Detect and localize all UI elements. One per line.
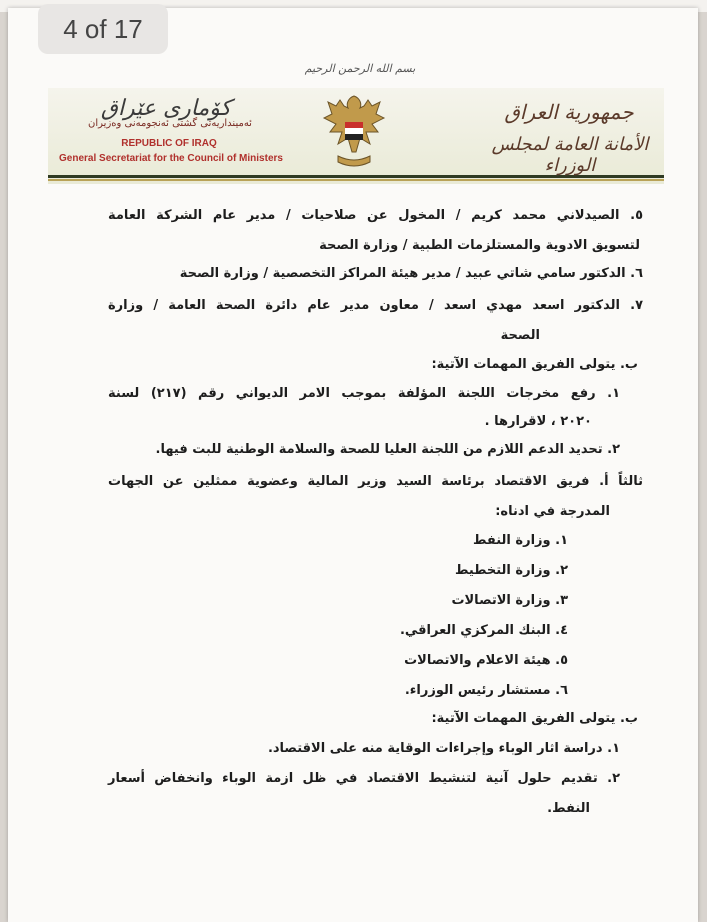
body-line-19: ١. دراسة اثار الوباء وإجراءات الوقاية منه على الاقتصاد. [267,741,620,756]
body-line-2: لتسويق الادوية والمستلزمات الطبية / وزارة الصحة [319,238,640,253]
body-line-3: ٦. الدكتور سامي شاتي عبيد / مدير هيئة المراكز التخصصية / وزارة الصحة [179,266,643,281]
body-line-16: ٥. هيئة الاعلام والاتصالات [404,653,568,668]
body-line-5: الصحة [500,328,540,343]
english-secretariat-name: General Secretariat for the Council of Ministers [59,153,283,164]
body-line-12: ١. وزارة النفط [472,533,568,548]
body-line-11: المدرجة في ادناه: [495,504,610,519]
page-indicator: 4 of 17 [38,4,168,54]
kurdish-title: کۆماری عێراق [100,96,232,121]
arabic-country-name: جمهورية العراق [504,100,634,124]
kurdish-subtitle: ئه‌مینداریه‌تی گشتی ئه‌نجومه‌نی وه‌زیران [88,118,252,129]
arabic-secretariat-name: الأمانة العامة لمجلس الوزراء [491,134,649,176]
body-line-4: ٧. الدكتور اسعد مهدي اسعد / معاون مدير عام دائرة الصحة العامة / وزارة [108,298,643,313]
body-line-1: ٥. الصيدلاني محمد كريم / المخول عن صلاحيات / مدير عام الشركة العامة [108,208,643,223]
body-line-13: ٢. وزارة التخطيط [454,563,568,578]
body-line-15: ٤. البنك المركزي العراقي. [399,623,568,638]
body-line-17: ٦. مستشار رئيس الوزراء. [404,683,568,698]
body-line-9: ٢. تحديد الدعم اللازم من اللجنة العليا للصحة والسلامة الوطنية للبت فيها. [155,442,620,457]
basmala: بسم الله الرحمن الرحيم [304,62,416,75]
body-line-18: ب. يتولى الفريق المهمات الآتية: [431,711,638,726]
body-line-14: ٣. وزارة الاتصالات [451,593,568,608]
english-country-name: REPUBLIC OF IRAQ [121,138,217,149]
body-line-7: ١. رفع مخرجات اللجنة المؤلفة بموجب الامر الديواني رقم (٢١٧) لسنة [108,386,620,401]
body-line-20: ٢. تقديم حلول آنية لتنشيط الاقتصاد في ظل ازمة الوباء وانخفاض أسعار [108,771,620,786]
body-line-8: ٢٠٢٠ ، لاقرارها . [484,414,592,429]
body-line-21: النفط. [547,801,590,816]
body-line-10: ثالثاً أ. فريق الاقتصاد برئاسة السيد وزير المالية وعضوية ممثلين عن الجهات [108,474,643,489]
body-line-6: ب. يتولى الفريق المهمات الآتية: [431,357,638,372]
